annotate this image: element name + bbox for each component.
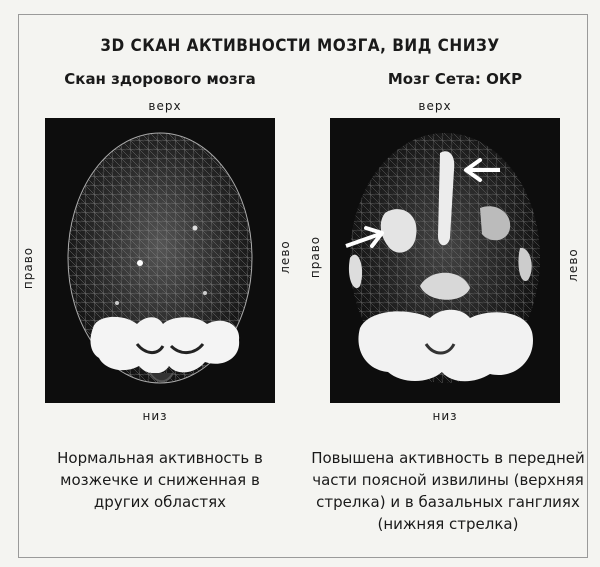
right-scan-description: Повышена активность в передней части поясной извилины (верхняя стрелка) и в базальных ганглиях (нижняя стрелка) bbox=[311, 449, 585, 533]
healthy-brain-scan bbox=[45, 118, 275, 403]
figure-title: 3D СКАН АКТИВНОСТИ МОЗГА, ВИД СНИЗУ bbox=[100, 36, 500, 56]
left-label-right: лево bbox=[278, 240, 292, 274]
left-scan-description: Нормальная активность в мозжечке и сниженная в других областях bbox=[57, 449, 263, 511]
left-label-bottom: низ bbox=[142, 409, 168, 423]
right-label-top: верх bbox=[418, 99, 452, 113]
right-label-left: право bbox=[308, 235, 322, 279]
healthy-brain-image bbox=[45, 118, 275, 403]
right-scan-caption: Мозг Сета: ОКР bbox=[387, 70, 523, 88]
ocd-brain-scan bbox=[330, 118, 560, 403]
right-label-right: лево bbox=[566, 248, 580, 282]
left-scan-caption: Скан здорового мозга bbox=[64, 70, 256, 88]
left-label-left: право bbox=[21, 246, 35, 290]
right-label-bottom: низ bbox=[432, 409, 458, 423]
left-label-top: верх bbox=[148, 99, 182, 113]
ocd-brain-image bbox=[330, 118, 560, 403]
